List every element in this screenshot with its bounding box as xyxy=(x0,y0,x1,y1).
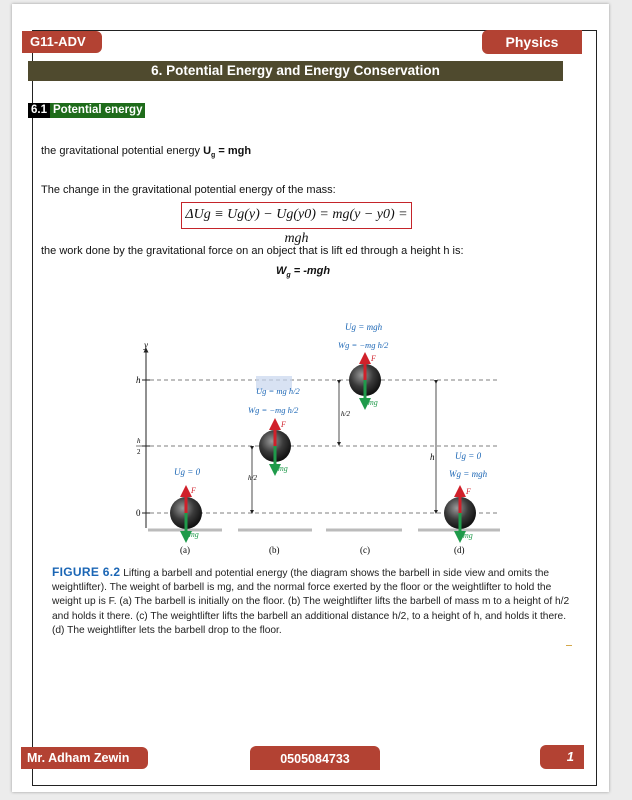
figure-caption xyxy=(52,565,572,638)
work-intro: the work done by the gravitational force on an object that is lift ed through a height h is: xyxy=(41,245,464,257)
b-wg-label: Wg = −mg h/2 xyxy=(248,405,299,415)
page-number: 1 xyxy=(540,745,584,769)
level-lines xyxy=(150,380,500,513)
d-ug-label: Ug = 0 xyxy=(455,451,482,461)
a-force-label: F xyxy=(191,486,196,495)
axis-zero-label: 0 xyxy=(136,508,141,518)
d-height-label: h xyxy=(430,452,435,462)
c-weight-label: mg xyxy=(368,398,378,407)
panel-d-label: (d) xyxy=(454,545,465,555)
work-formula-rest: = -mgh xyxy=(290,265,331,277)
subject-tag: Physics xyxy=(482,30,582,54)
b-height-label: h/2 xyxy=(248,474,257,482)
y-axis xyxy=(136,340,150,528)
panel-c-label: (c) xyxy=(360,545,370,555)
gpe-change-intro: The change in the gravitational potential energy of the mass: xyxy=(41,184,336,196)
panel-a xyxy=(170,467,202,555)
gpe-change-formula: ΔUg ≡ Ug(y) − Ug(y0) = mg(y − y0) = mgh xyxy=(181,202,412,229)
gpe-subscript: g xyxy=(211,152,216,160)
figure-caption-text: Lifting a barbell and potential energy (the diagram shows the barbell in side view and omits the weightlifter). The weight of barbell is mg, and the normal force exerted by the floor or the weightlifter to hold the weight up is F. (a) The barbell is initially on the floor. (b) The weightlifter lifts the barbell of mass m to a height of h/2 and holds it there. (c) The weightlifter lifts the barbell an additional distance h/2, to a height of h, and holds it there. (d) The weightlifter lets the barbell drop to the floor. xyxy=(52,568,570,636)
phone-tag: 0505084733 xyxy=(250,746,380,770)
b-ug-label: Ug = mg h/2 xyxy=(256,386,300,396)
axis-half-den: 2 xyxy=(137,448,141,456)
author-tag: Mr. Adham Zewin xyxy=(21,747,148,769)
c-force-label: F xyxy=(371,354,376,363)
panel-b xyxy=(248,376,300,555)
d-force-label: F xyxy=(466,487,471,496)
grade-tag: G11-ADV xyxy=(22,31,102,53)
c-wg-label: Wg = −mg h/2 xyxy=(338,340,389,350)
d-weight-label: mg xyxy=(463,531,473,540)
chapter-title: 6. Potential Energy and Energy Conservation xyxy=(28,61,563,81)
gpe-definition-text: the gravitational potential energy xyxy=(41,145,204,157)
axis-h-label: h xyxy=(136,375,141,385)
axis-half-num: h xyxy=(137,437,141,445)
c-height-label: h/2 xyxy=(341,410,350,418)
section-name: Potential energy xyxy=(50,103,145,118)
panel-d xyxy=(444,451,488,555)
work-subscript: g xyxy=(286,272,291,280)
decorative-mark xyxy=(566,645,572,646)
axis-y-label: y xyxy=(144,340,148,350)
a-weight-label: mg xyxy=(189,530,199,539)
gpe-formula: = mgh xyxy=(215,145,252,157)
panel-c xyxy=(338,322,389,555)
work-symbol: W xyxy=(276,265,287,277)
panel-b-label: (b) xyxy=(269,545,280,555)
gpe-symbol: U xyxy=(203,145,212,157)
figure-label: FIGURE 6.2 xyxy=(52,565,121,579)
a-ug-label: Ug = 0 xyxy=(174,467,201,477)
b-force-label: F xyxy=(281,420,286,429)
section-number: 6.1 xyxy=(28,103,50,118)
b-weight-label: mg xyxy=(278,464,288,473)
panel-a-label: (a) xyxy=(180,545,190,555)
d-wg-label: Wg = mgh xyxy=(449,469,488,479)
c-ug-label: Ug = mgh xyxy=(345,322,383,332)
